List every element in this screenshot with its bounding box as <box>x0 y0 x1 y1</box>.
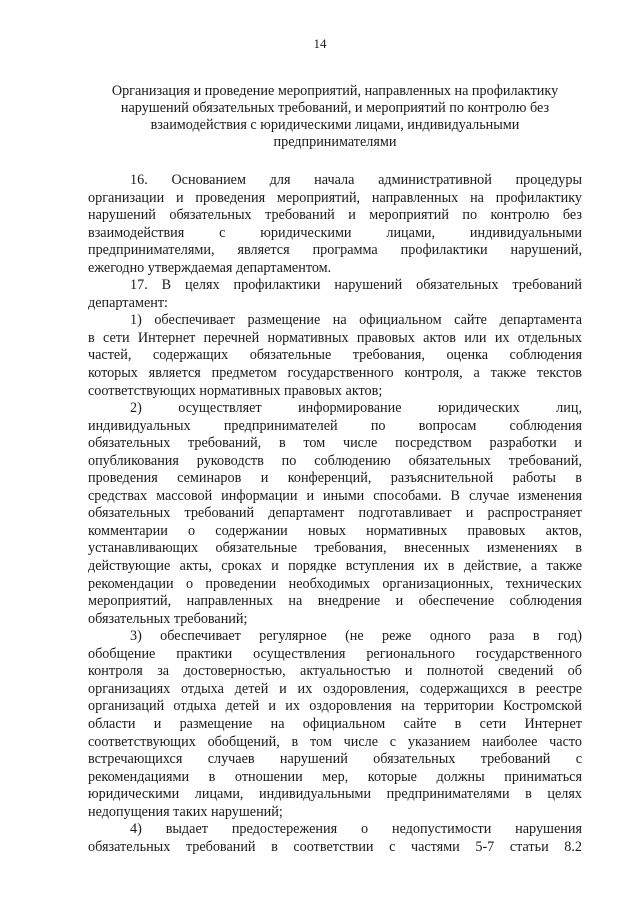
paragraph-line: предпринимателями, является программа профилактики нарушений, <box>88 242 582 259</box>
paragraph <box>88 172 582 277</box>
page-number: 14 <box>313 36 327 51</box>
heading-line: взаимодействия с юридическими лицами, индивидуальными <box>150 117 520 133</box>
paragraph <box>88 821 582 856</box>
paragraph-line: рекомендации о проведении необходимых организационных, технических <box>88 575 582 592</box>
paragraph-line: контроля за достоверностью, актуальностью и полнотой сведений об <box>88 663 582 680</box>
paragraph-line: 4) выдает предостережения о недопустимости нарушения <box>130 821 582 838</box>
paragraph-line: комментарии о содержании новых нормативных правовых актов, <box>88 522 582 539</box>
paragraph-line: обязательных требований, в том числе посредством разработки и <box>88 435 582 452</box>
paragraph-line: 16. Основанием для начала административной процедуры <box>130 172 582 188</box>
paragraph-line: действующие акты, сроках и порядке вступления их в действие, а также <box>88 558 582 575</box>
paragraph <box>88 277 582 312</box>
paragraph-line: 1) обеспечивает размещение на официальном сайте департамента <box>130 312 582 329</box>
heading-line: Организация и проведение мероприятий, направленных на профилактику <box>111 83 559 99</box>
paragraph <box>88 628 582 821</box>
paragraph-line: взаимодействия с юридическими лицами, индивидуальными <box>88 224 582 241</box>
paragraph-line: частей, содержащих обязательные требования, оценка соблюдения <box>88 347 582 364</box>
heading-line: нарушений обязательных требований, и мероприятий по контролю без <box>120 100 550 116</box>
paragraph-line: встречающихся случаев нарушений обязательных требований с <box>88 751 582 768</box>
paragraph-line: средствах массовой информации и иными способами. В случае изменения <box>88 487 582 504</box>
paragraph <box>88 312 582 400</box>
document-body <box>88 172 582 856</box>
paragraph-line: проведения семинаров и конференций, разъяснительной работы в <box>88 470 582 487</box>
paragraph-line: организаций отдыха детей и их оздоровления на территории Костромской <box>88 698 582 715</box>
paragraph-line: мероприятий, направленных на внедрение и обеспечение соблюдения <box>88 593 582 610</box>
paragraph-line: которых является предметом государственного контроля, а также текстов <box>88 365 582 382</box>
paragraph-line: индивидуальных предпринимателей по вопросам соблюдения <box>88 417 582 434</box>
paragraph-line: обязательных требований в соответствии с частями 5-7 статьи 8.2 <box>88 838 582 855</box>
paragraph-line: обязательных требований департамент подготавливает и распространяет <box>88 505 582 522</box>
paragraph-line: 3) обеспечивает регулярное (не реже одного раза в год) <box>130 628 582 645</box>
paragraph-line: устанавливающих обязательные требования, внесенных изменениях в <box>88 540 582 557</box>
paragraph-line: 2) осуществляет информирование юридических лиц, <box>130 400 582 417</box>
paragraph-line: обобщение практики осуществления регионального государственного <box>88 645 582 662</box>
paragraph-line: организациях отдыха детей и их оздоровления, содержащихся в реестре <box>88 680 582 697</box>
paragraph <box>88 400 582 628</box>
paragraph-line: рекомендациями в отношении мер, которые должны приниматься <box>88 768 582 785</box>
paragraph-line: юридическими лицами, индивидуальными предпринимателями в целях <box>88 786 582 803</box>
paragraph-line: организации и проведения мероприятий, направленных на профилактику <box>88 189 582 206</box>
section-heading <box>90 83 580 151</box>
paragraph-line: нарушений обязательных требований и мероприятий по контролю без <box>88 207 582 224</box>
paragraph-line: недопущения таких нарушений; <box>88 803 283 820</box>
paragraph-line: обязательных требований; <box>88 610 248 627</box>
paragraph-line: в сети Интернет перечней нормативных правовых актов или их отдельных <box>88 329 582 346</box>
paragraph-line: департамент: <box>88 294 168 311</box>
paragraph-line: опубликования руководств по соблюдению обязательных требований, <box>88 452 582 469</box>
heading-line: предпринимателями <box>273 134 397 150</box>
paragraph-line: 17. В целях профилактики нарушений обязательных требований <box>130 277 582 294</box>
paragraph-line: соответствующих обобщений, в том числе с указанием наиболее часто <box>88 733 582 750</box>
paragraph-line: области и размещение на официальном сайте в сети Интернет <box>88 715 582 732</box>
paragraph-line: соответствующих нормативных правовых актов; <box>88 382 383 399</box>
paragraph-line: ежегодно утверждаемая департаментом. <box>88 259 332 276</box>
